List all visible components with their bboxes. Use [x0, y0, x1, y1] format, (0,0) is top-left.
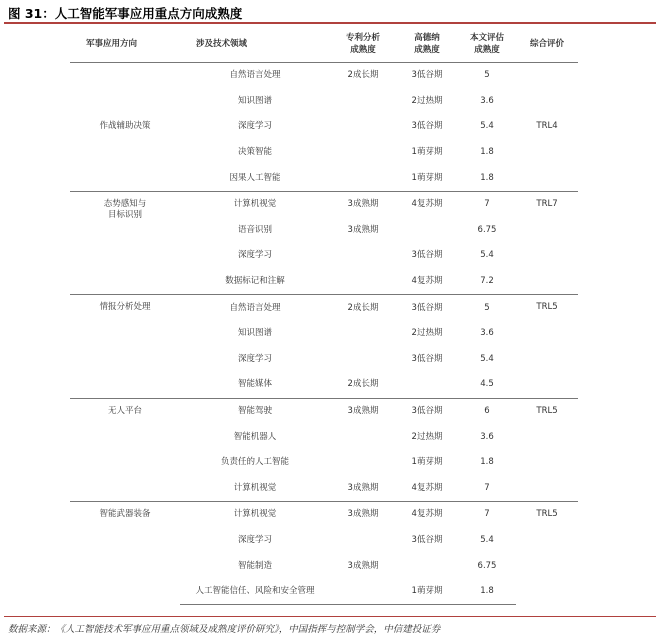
direction-cell: 无人平台	[70, 398, 180, 501]
field-cell: 负责任的人工智能	[220, 457, 289, 468]
gartner-cell: 2过热期	[411, 431, 443, 442]
header-patent	[330, 26, 396, 63]
gartner-cell: 3低谷期	[411, 250, 443, 261]
direction-cell	[70, 191, 180, 294]
score-cell: 3.6	[480, 431, 494, 442]
field-cell: 深度学习	[237, 353, 272, 364]
gartner-cell	[396, 553, 458, 579]
score-cell: 6.75	[477, 224, 497, 235]
direction-cell: 智能武器装备	[70, 502, 180, 605]
patent-cell: 2成长期	[347, 379, 379, 390]
score-cell: 5.4	[480, 121, 494, 132]
gartner-cell	[396, 372, 458, 398]
title-rule	[4, 22, 656, 24]
maturity-table	[70, 26, 578, 605]
field-cell: 数据标记和注解	[225, 276, 285, 287]
patent-cell: 2成长期	[330, 63, 396, 89]
gartner-cell: 3低谷期	[411, 353, 443, 364]
field-cell: 计算机视觉	[180, 191, 330, 217]
header-patent-line1: 专利分析	[345, 33, 380, 43]
field-cell: 因果人工智能	[229, 172, 281, 183]
rating-cell: TRL7	[516, 191, 578, 294]
gartner-cell: 3低谷期	[411, 534, 443, 545]
field-cell: 人工智能信任、风险和安全管理	[180, 579, 330, 605]
field-cell: 深度学习	[237, 534, 272, 545]
header-gartner-line2: 成熟度	[414, 45, 440, 55]
patent-cell	[330, 347, 396, 373]
gartner-cell: 4复苏期	[411, 482, 443, 493]
score-cell: 5	[458, 63, 516, 89]
header-patent-line2: 成熟度	[350, 45, 376, 55]
gartner-cell: 4复苏期	[396, 502, 458, 528]
patent-cell	[330, 579, 396, 605]
gartner-cell: 2过热期	[411, 95, 443, 106]
field-cell: 计算机视觉	[233, 482, 277, 493]
direction-cell: 情报分析处理	[70, 295, 180, 398]
field-cell: 智能制造	[237, 560, 272, 571]
maturity-table-container	[70, 26, 578, 605]
patent-cell	[330, 321, 396, 347]
table-row	[70, 63, 578, 89]
gartner-cell: 1萌芽期	[411, 172, 443, 183]
field-cell: 决策智能	[237, 147, 272, 158]
field-cell: 语音识别	[237, 224, 272, 235]
patent-cell: 3成熟期	[347, 482, 379, 493]
header-paper-line1: 本文评估	[469, 33, 504, 43]
gartner-cell: 3低谷期	[396, 295, 458, 321]
table-row	[70, 502, 578, 528]
patent-cell	[330, 269, 396, 295]
patent-cell	[330, 528, 396, 554]
header-overall: 综合评价	[516, 26, 578, 63]
score-cell: 1.8	[458, 579, 516, 605]
score-cell: 7.2	[480, 276, 494, 287]
gartner-cell: 4复苏期	[411, 276, 443, 287]
score-cell: 6	[458, 398, 516, 424]
gartner-cell: 3低谷期	[396, 398, 458, 424]
field-cell: 智能驾驶	[180, 398, 330, 424]
gartner-cell: 3低谷期	[411, 121, 443, 132]
score-cell: 7	[458, 502, 516, 528]
gartner-cell: 3低谷期	[396, 63, 458, 89]
gartner-cell: 4复苏期	[396, 191, 458, 217]
score-cell: 1.8	[480, 147, 494, 158]
field-cell: 深度学习	[237, 250, 272, 261]
patent-cell	[330, 450, 396, 476]
gartner-cell: 1萌芽期	[396, 579, 458, 605]
header-paper-line2: 成熟度	[474, 45, 500, 55]
patent-cell	[330, 140, 396, 166]
figure-title: 图 31：人工智能军事应用重点方向成熟度	[8, 6, 243, 21]
header-gartner	[396, 26, 458, 63]
table-row	[70, 295, 578, 321]
rating-cell: TRL5	[516, 502, 578, 605]
source-note: 数据来源：《人工智能技术军事应用重点领域及成熟度评价研究》，中国指挥与控制学会，中信建投证券	[8, 624, 441, 635]
table-row	[70, 398, 578, 424]
patent-cell	[330, 114, 396, 140]
gartner-cell: 1萌芽期	[411, 147, 443, 158]
patent-cell: 3成熟期	[347, 224, 379, 235]
score-cell: 4.5	[480, 379, 494, 390]
score-cell: 5.4	[480, 353, 494, 364]
direction-line2: 目标识别	[107, 209, 142, 220]
source-rule	[4, 616, 656, 617]
patent-cell: 3成熟期	[330, 191, 396, 217]
score-cell: 7	[484, 482, 490, 493]
header-gartner-line1: 高德纳	[414, 33, 440, 43]
score-cell: 5	[458, 295, 516, 321]
field-cell: 自然语言处理	[180, 295, 330, 321]
patent-cell: 3成熟期	[330, 502, 396, 528]
score-cell: 7	[458, 191, 516, 217]
rating-cell: TRL5	[516, 398, 578, 501]
header-row	[70, 26, 578, 63]
header-field: 涉及技术领域	[180, 26, 330, 63]
patent-cell: 3成熟期	[347, 560, 379, 571]
score-cell: 5.4	[480, 534, 494, 545]
patent-cell	[330, 424, 396, 450]
patent-cell: 2成长期	[330, 295, 396, 321]
score-cell: 5.4	[480, 250, 494, 261]
rating-cell: TRL4	[516, 63, 578, 192]
gartner-cell: 1萌芽期	[411, 457, 443, 468]
score-cell: 1.8	[480, 457, 494, 468]
score-cell: 1.8	[480, 172, 494, 183]
direction-line1: 态势感知与	[103, 198, 147, 209]
field-cell: 智能机器人	[233, 431, 277, 442]
header-paper	[458, 26, 516, 63]
table-row	[70, 191, 578, 217]
field-cell: 知识图谱	[237, 328, 272, 339]
patent-cell	[330, 165, 396, 191]
patent-cell: 3成熟期	[330, 398, 396, 424]
field-cell: 知识图谱	[237, 95, 272, 106]
gartner-cell	[396, 218, 458, 244]
patent-cell	[330, 243, 396, 269]
patent-cell	[330, 89, 396, 115]
field-cell: 智能媒体	[237, 379, 272, 390]
field-cell: 自然语言处理	[180, 63, 330, 89]
score-cell: 3.6	[480, 95, 494, 106]
field-cell: 深度学习	[237, 121, 272, 132]
rating-cell: TRL5	[516, 295, 578, 398]
header-direction: 军事应用方向	[70, 26, 180, 63]
score-cell: 3.6	[480, 328, 494, 339]
gartner-cell: 2过热期	[411, 328, 443, 339]
field-cell: 计算机视觉	[180, 502, 330, 528]
score-cell: 6.75	[477, 560, 497, 571]
direction-cell: 作战辅助决策	[70, 63, 180, 192]
